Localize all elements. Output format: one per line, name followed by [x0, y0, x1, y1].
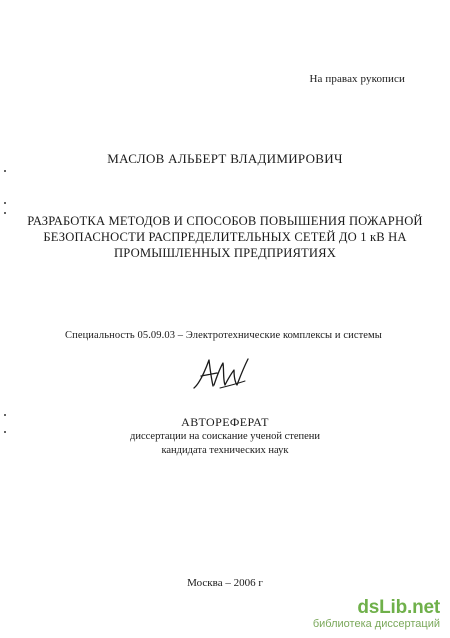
- specialty-line: Специальность 05.09.03 – Электротехнические комплексы и системы: [65, 330, 382, 341]
- scan-speck: [4, 202, 6, 204]
- dslib-logo: dsLib.net: [357, 597, 440, 618]
- thesis-title-line: РАЗРАБОТКА МЕТОДОВ И СПОСОБОВ ПОВЫШЕНИЯ ПОЖАРНОЙ: [27, 214, 423, 228]
- place-and-year: Москва – 2006 г: [187, 577, 263, 589]
- dslib-tagline: библиотека диссертаций: [312, 618, 440, 630]
- abstract-block: [0, 415, 450, 457]
- handwritten-signature: [190, 355, 252, 395]
- scan-speck: [4, 212, 6, 214]
- abstract-degree-field: кандидата технических наук: [161, 444, 289, 456]
- thesis-title-line: БЕЗОПАСНОСТИ РАСПРЕДЕЛИТЕЛЬНЫХ СЕТЕЙ ДО 1 кВ НА: [43, 230, 407, 244]
- abstract-title: АВТОРЕФЕРАТ: [181, 415, 269, 429]
- thesis-title: [20, 213, 430, 261]
- thesis-title-line: ПРОМЫШЛЕННЫХ ПРЕДПРИЯТИЯХ: [114, 246, 336, 260]
- abstract-degree-line: диссертации на соискание ученой степени: [130, 431, 320, 442]
- rights-notice: На правах рукописи: [309, 73, 405, 85]
- scan-speck: [4, 170, 6, 172]
- dslib-watermark[interactable]: [242, 598, 442, 632]
- author-name: МАСЛОВ АЛЬБЕРТ ВЛАДИМИРОВИЧ: [107, 151, 343, 166]
